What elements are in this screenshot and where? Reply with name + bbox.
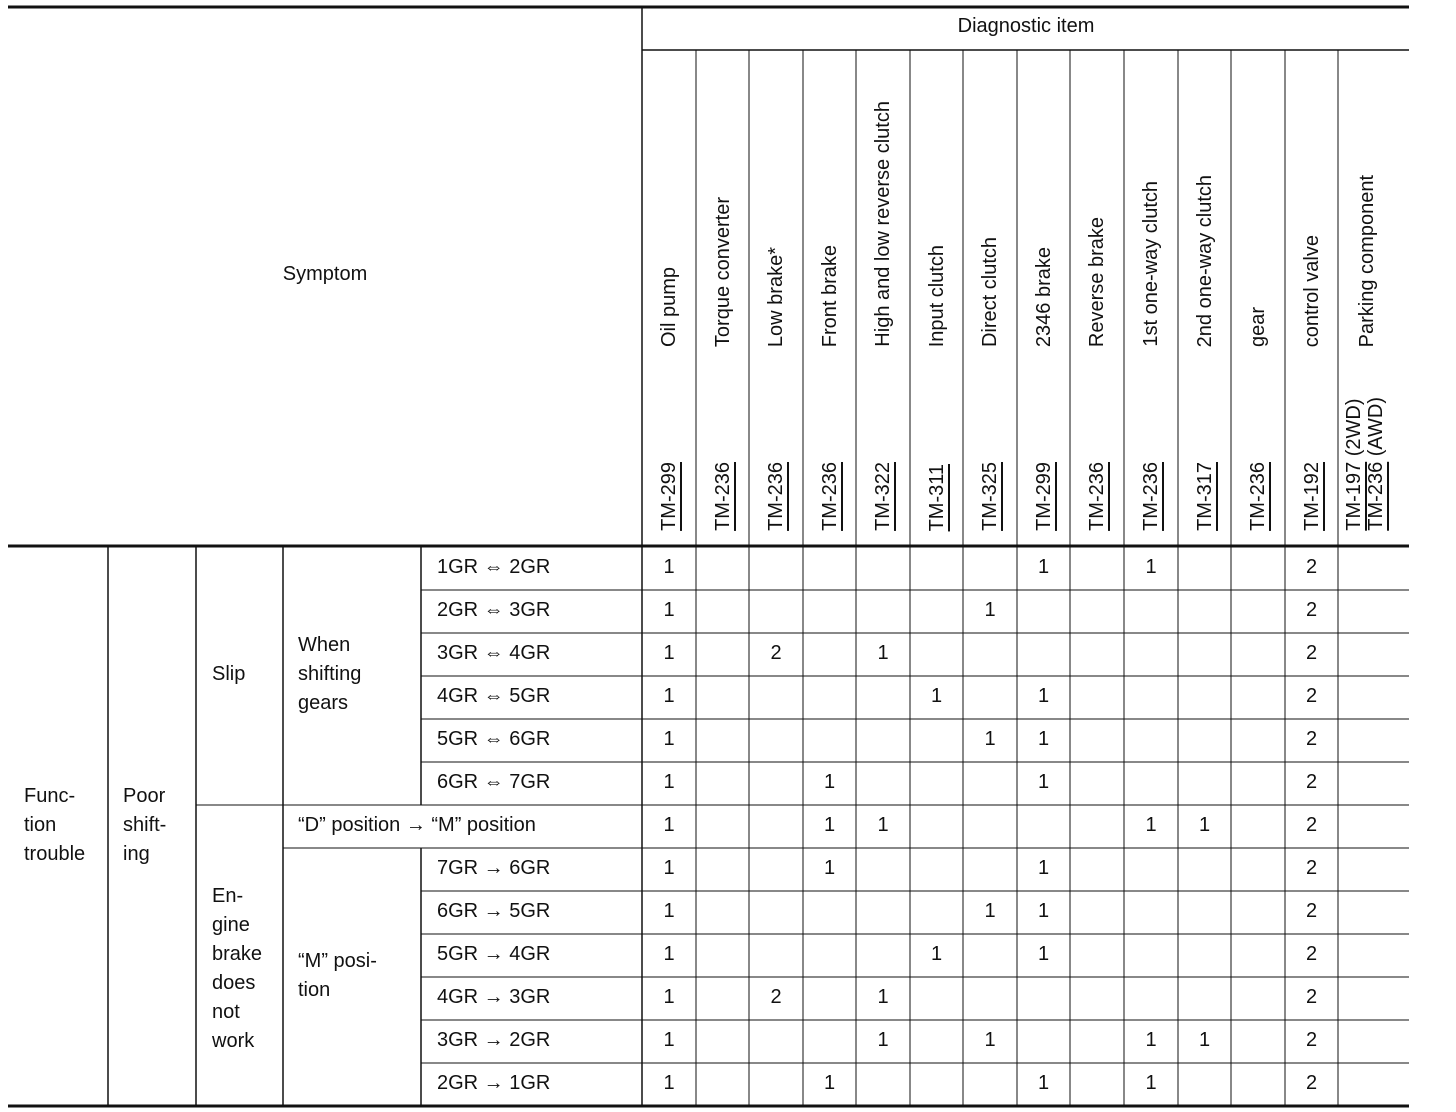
diagnostic-item-name: 1st one-way clutch: [1140, 181, 1162, 347]
table-cell-value: 2: [1305, 642, 1318, 664]
diagnostic-item-name: Oil pump: [658, 266, 680, 347]
reference-link[interactable]: TM-299: [658, 462, 680, 531]
reference-line: [1343, 397, 1365, 531]
diagnostic-item-reference: [871, 462, 895, 531]
reference-link[interactable]: TM-325: [979, 462, 1001, 531]
row-label: 5GR ⇔ 6GR: [437, 728, 551, 750]
table-cell-value: 1: [663, 857, 675, 879]
diagnostic-item-reference: [764, 462, 788, 531]
table-cell-value: 1: [823, 814, 836, 836]
table-cell-value: 2: [1305, 814, 1318, 836]
reference-line: [818, 462, 842, 531]
diagnostic-item-name: High and low reverse clutch: [872, 101, 894, 347]
diagnostic-item-name: Torque converter: [711, 196, 734, 347]
table-cell-value: 1: [1145, 814, 1157, 836]
table-cell-value: 1: [1037, 771, 1050, 793]
row-label: 6GR → 5GR: [437, 900, 551, 922]
reference-suffix: (AWD): [1365, 397, 1387, 463]
table-cell-value: 1: [1145, 1029, 1157, 1051]
diagnostic-item-reference: [1300, 462, 1324, 531]
row-label: 4GR → 3GR: [437, 986, 551, 1008]
table-cell-value: 1: [663, 599, 675, 621]
table-cell-value: 1: [663, 943, 675, 965]
reference-line: [1300, 462, 1324, 531]
table-cell-value: 2: [1305, 900, 1318, 922]
table-cell-value: 1: [877, 642, 889, 664]
table-cell-value: 1: [1037, 556, 1050, 578]
reference-link[interactable]: TM-236: [1247, 462, 1269, 531]
table-cell-value: 1: [663, 728, 675, 750]
reference-link[interactable]: TM-236: [1140, 462, 1162, 531]
row-label: 5GR → 4GR: [437, 943, 551, 965]
table-cell-value: 1: [663, 1029, 675, 1051]
diagnostic-item-name: 2nd one-way clutch: [1193, 174, 1216, 347]
table-cell-value: 2: [1305, 1072, 1318, 1094]
table-cell-value: 1: [1198, 1029, 1211, 1051]
reference-link[interactable]: TM-322: [872, 462, 894, 531]
diagnostic-item-reference: [978, 462, 1002, 531]
diagnostic-item-name: 2346 brake: [1032, 246, 1055, 347]
reference-link[interactable]: TM-192: [1300, 462, 1323, 531]
row-label: 1GR ⇔ 2GR: [437, 556, 551, 578]
diagnostic-item-reference: [925, 464, 949, 531]
row-label: 7GR → 6GR: [437, 857, 551, 879]
diagnostic-item-header: Diagnostic item: [957, 15, 1095, 37]
reference-line: [1246, 462, 1270, 531]
symptom-header: Symptom: [282, 263, 368, 285]
diagnostic-item-name: Input clutch: [925, 244, 948, 347]
diagnostic-item-name: Front brake: [818, 244, 841, 347]
table-cell-value: 2: [1305, 986, 1318, 1008]
table-cell-value: 2: [1305, 728, 1318, 750]
reference-line: [1085, 462, 1109, 531]
table-cell-value: 1: [877, 1029, 889, 1051]
row-label: 2GR ⇔ 3GR: [437, 599, 551, 621]
reference-line: [1032, 462, 1056, 531]
diagnostic-item-reference: [711, 462, 735, 531]
diagnostic-item-reference: [1246, 462, 1270, 531]
group-m-position: “M” posi- tion: [298, 950, 377, 1001]
table-cell-value: 1: [663, 685, 675, 707]
diagnostic-item-reference: [1139, 462, 1163, 531]
table-cell-value: 1: [984, 900, 996, 922]
group-slip: Slip: [212, 663, 246, 685]
table-cell-value: 1: [663, 900, 675, 922]
table-cell-value: 2: [1305, 556, 1318, 578]
table-cell-value: 1: [823, 771, 836, 793]
reference-suffix: (2WD): [1343, 398, 1365, 463]
table-cell-value: 2: [1305, 685, 1318, 707]
table-cell-value: 1: [663, 556, 675, 578]
reference-link[interactable]: TM-311: [925, 463, 948, 531]
table-cell-value: 1: [1037, 943, 1050, 965]
reference-line: [764, 462, 788, 531]
diagnostic-item-reference: [1193, 462, 1217, 531]
diagnostic-item-name: gear: [1247, 306, 1269, 347]
reference-line: [1139, 462, 1163, 531]
table-cell-value: 1: [1198, 814, 1211, 836]
table-cell-value: 1: [663, 642, 675, 664]
diagnostic-item-name: control valve: [1300, 234, 1323, 347]
row-label: 4GR ⇔ 5GR: [437, 685, 551, 707]
row-label: 6GR ⇔ 7GR: [437, 771, 551, 793]
table-cell-value: 1: [1145, 1072, 1157, 1094]
diagnostic-item-name: Direct clutch: [979, 236, 1001, 347]
row-label: 2GR → 1GR: [437, 1072, 551, 1094]
row-d-to-m-position: “D” position → “M” position: [298, 814, 536, 836]
reference-line: [657, 462, 681, 531]
table-cell-value: 2: [1305, 771, 1318, 793]
table-cell-value: 1: [1037, 857, 1050, 879]
reference-link[interactable]: TM-236: [765, 462, 787, 531]
reference-link[interactable]: TM-236: [1365, 462, 1387, 531]
table-cell-value: 1: [930, 685, 943, 707]
table-cell-value: 1: [877, 986, 889, 1008]
reference-line: [1365, 397, 1387, 531]
table-cell-value: 1: [663, 771, 675, 793]
diagnostic-item-reference: [1085, 462, 1109, 531]
reference-link[interactable]: TM-197: [1343, 462, 1365, 531]
table-cell-value: 1: [663, 814, 675, 836]
diagnostic-item-name: Parking component: [1356, 174, 1378, 347]
diagnostic-item-reference: [657, 462, 681, 531]
table-cell-value: 2: [1305, 943, 1318, 965]
reference-line: [1193, 462, 1217, 531]
table-cell-value: 1: [823, 1072, 836, 1094]
table-cell-value: 1: [984, 599, 996, 621]
table-cell-value: 1: [663, 986, 675, 1008]
diagnostic-item-reference: [1343, 397, 1387, 531]
reference-link[interactable]: TM-317: [1193, 462, 1216, 531]
table-cell-value: 1: [663, 1072, 675, 1094]
table-cell-value: 1: [984, 1029, 996, 1051]
table-cell-value: 1: [1037, 1072, 1050, 1094]
diagnostic-item-name: Low brake*: [765, 246, 787, 347]
diagnostic-item-reference: [1032, 462, 1056, 531]
table-cell-value: 1: [877, 814, 889, 836]
row-label: 3GR ⇔ 4GR: [437, 642, 551, 664]
reference-link[interactable]: TM-236: [1086, 462, 1108, 531]
table-cell-value: 2: [1305, 599, 1318, 621]
reference-line: [925, 464, 949, 531]
diagnostic-item-reference: [818, 462, 842, 531]
table-cell-value: 2: [770, 986, 782, 1008]
group-engine-brake-does-not-work: En- gine brake does not work: [212, 885, 263, 1052]
table-cell-value: 2: [1305, 857, 1318, 879]
subcategory-poor-shifting: Poor shift- ing: [123, 785, 167, 865]
table-cell-value: 1: [1037, 728, 1050, 750]
table-cell-value: 1: [1037, 900, 1050, 922]
table-cell-value: 1: [1145, 556, 1157, 578]
table-cell-value: 1: [930, 943, 943, 965]
category-function-trouble: Func- tion trouble: [24, 785, 86, 865]
reference-link[interactable]: TM-236: [818, 462, 841, 531]
row-label: 3GR → 2GR: [437, 1029, 551, 1051]
table-cell-value: 1: [1037, 685, 1050, 707]
table-cell-value: 1: [823, 857, 836, 879]
diagnostic-item-name: Reverse brake: [1086, 216, 1108, 347]
reference-line: [711, 462, 735, 531]
group-when-shifting-gears: When shifting gears: [298, 634, 362, 714]
reference-line: [978, 462, 1002, 531]
table-cell-value: 2: [770, 642, 782, 664]
table-cell-value: 2: [1305, 1029, 1318, 1051]
reference-link[interactable]: TM-299: [1032, 462, 1055, 531]
table-cell-value: 1: [984, 728, 996, 750]
reference-link[interactable]: TM-236: [711, 462, 734, 531]
reference-line: [871, 462, 895, 531]
